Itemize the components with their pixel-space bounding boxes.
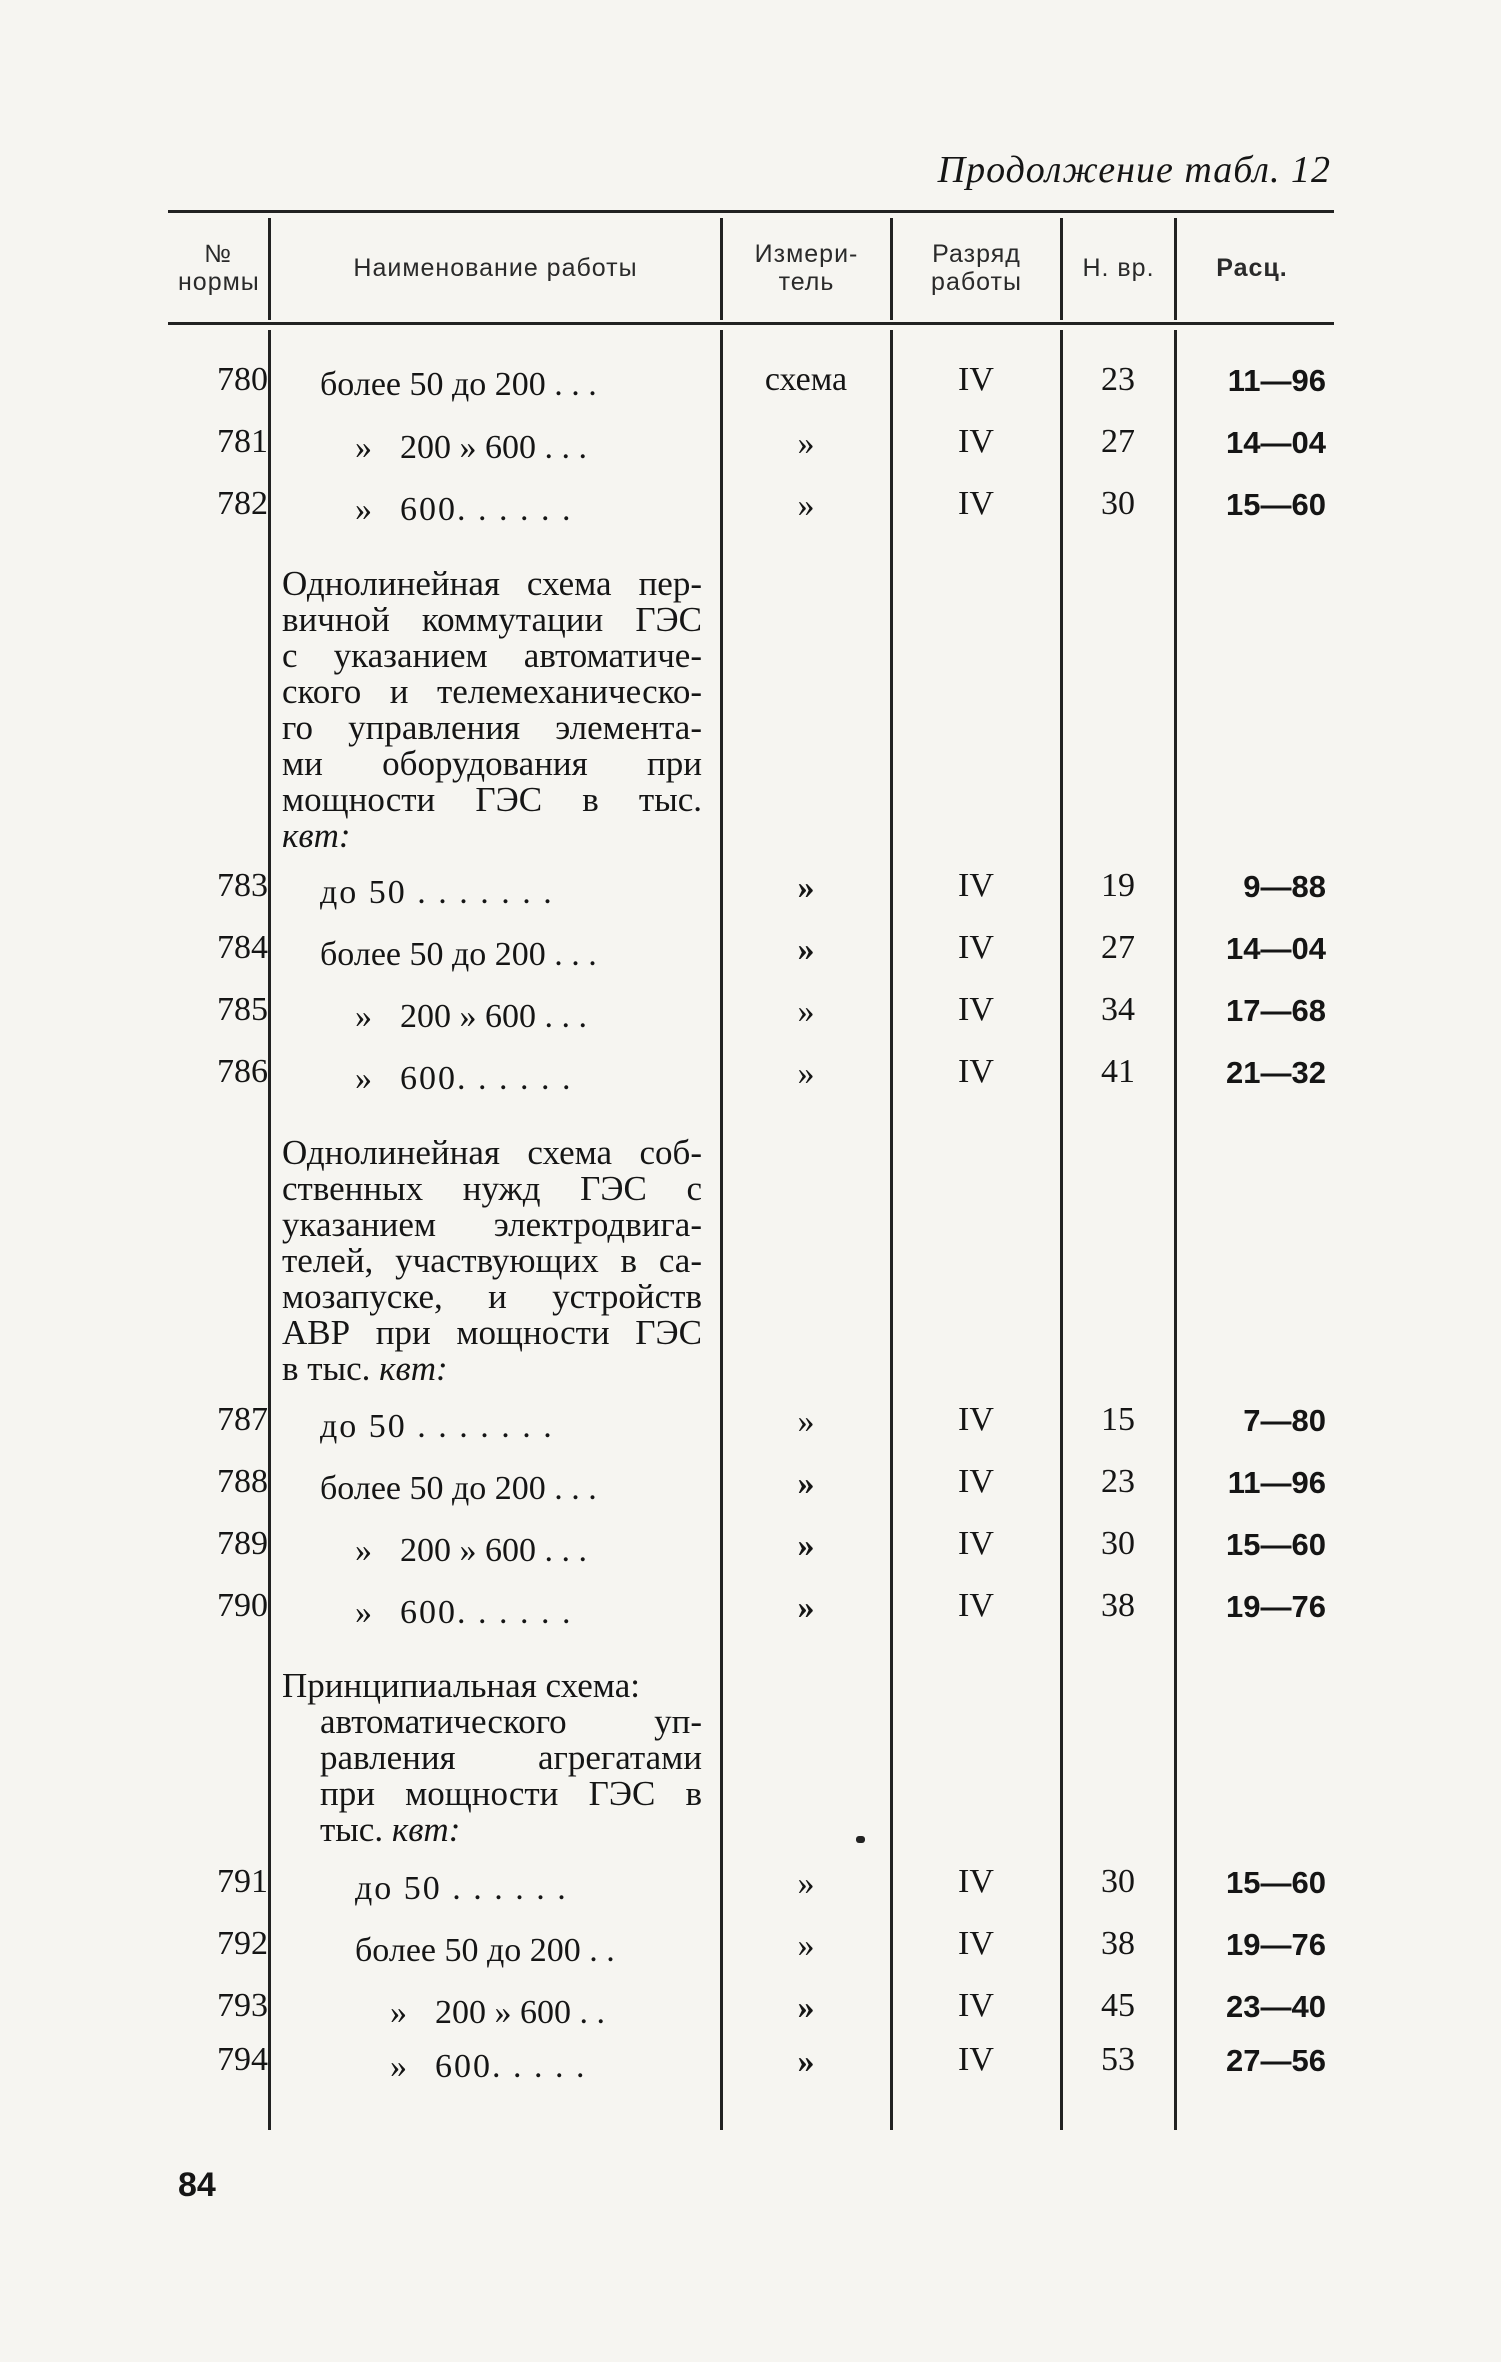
rate-value: 15—60	[1226, 1865, 1326, 1900]
rank-value: IV	[958, 361, 994, 398]
hours-value: 30	[1101, 1525, 1135, 1562]
hours-value: 41	[1101, 1053, 1135, 1090]
rank-value: IV	[958, 991, 994, 1028]
hours-value: 38	[1101, 1925, 1135, 1962]
header-num-label: № нормы	[178, 240, 260, 296]
column-rule	[890, 330, 893, 2130]
rate-value: 14—04	[1226, 931, 1326, 966]
header-rate-label: Расц.	[1216, 254, 1288, 282]
paragraph-line: мощности ГЭС в тыс.	[282, 780, 702, 819]
header-rate	[1177, 212, 1327, 324]
ditto-mark: »	[390, 2048, 407, 2085]
section-heading-auxiliary-needs	[282, 1135, 702, 1387]
header-rank-label: Разряд работы	[931, 240, 1022, 296]
work-text: более 50 до 200 . .	[355, 1932, 615, 1969]
work-description	[355, 1869, 568, 1909]
norm-number: 787	[217, 1401, 268, 1438]
rank-value: IV	[958, 1987, 994, 2024]
unit-word: квт:	[379, 1349, 448, 1388]
paragraph-line	[282, 1812, 702, 1848]
paragraph-line: с указанием автоматиче-	[282, 636, 702, 675]
work-description	[355, 490, 573, 530]
rate-value: 15—60	[1226, 487, 1326, 522]
hours-value: 15	[1101, 1401, 1135, 1438]
header-name	[271, 212, 720, 324]
work-description	[320, 1407, 554, 1447]
norm-number: 781	[217, 423, 268, 460]
hours-value: 23	[1101, 1463, 1135, 1500]
header-unit	[723, 212, 890, 324]
header-hours-label: Н. вр.	[1082, 254, 1155, 282]
norm-number: 782	[217, 485, 268, 522]
norm-number: 789	[217, 1525, 268, 1562]
paragraph-line	[282, 818, 702, 854]
column-rule	[1060, 330, 1063, 2130]
rank-value: IV	[958, 485, 994, 522]
work-description	[390, 2047, 587, 2087]
hours-value: 27	[1101, 929, 1135, 966]
unit-value: »	[797, 993, 815, 1030]
rank-value: IV	[958, 1587, 994, 1624]
table-caption: Продолжение табл. 12	[937, 149, 1331, 191]
page-number: 84	[178, 2166, 216, 2204]
rank-value: IV	[958, 1401, 994, 1438]
unit-value: »	[797, 1927, 815, 1964]
hours-value: 38	[1101, 1587, 1135, 1624]
work-text: до 50 . . . . . . .	[320, 874, 554, 911]
hours-value: 53	[1101, 2041, 1135, 2078]
paragraph-line: указанием электродвига-	[282, 1205, 702, 1244]
hours-value: 27	[1101, 423, 1135, 460]
rank-value: IV	[958, 1925, 994, 1962]
header-name-label: Наименование работы	[353, 254, 638, 282]
paragraph-text: в тыс.	[282, 1349, 371, 1388]
work-description	[355, 997, 587, 1037]
paragraph-line: равления агрегатами	[320, 1738, 702, 1777]
hours-value: 19	[1101, 867, 1135, 904]
work-text: 600. . . . .	[435, 2048, 587, 2085]
work-text: 200 » 600 . . .	[400, 429, 587, 466]
ditto-mark: »	[355, 1060, 372, 1097]
paragraph-line: го управления элемента-	[282, 708, 702, 747]
unit-value: »	[797, 1465, 815, 1502]
norm-number: 783	[217, 867, 268, 904]
ditto-mark: »	[355, 429, 372, 466]
rank-value: IV	[958, 929, 994, 966]
work-text: 600. . . . . .	[400, 1594, 573, 1631]
ditto-mark: »	[355, 998, 372, 1035]
unit-value: схема	[764, 361, 848, 398]
paragraph-line: телей, участвующих в са-	[282, 1241, 702, 1280]
unit-value: »	[797, 1989, 815, 2026]
ditto-mark: »	[355, 491, 372, 528]
rank-value: IV	[958, 423, 994, 460]
rate-value: 19—76	[1226, 1589, 1326, 1624]
paragraph-line: вичной коммутации ГЭС	[282, 600, 702, 639]
rate-value: 7—80	[1243, 1403, 1326, 1438]
ditto-mark: »	[355, 1532, 372, 1569]
work-text: 200 » 600 . .	[435, 1994, 605, 2031]
paragraph-line: АВР при мощности ГЭС	[282, 1313, 702, 1352]
norm-number: 791	[217, 1863, 268, 1900]
work-text: более 50 до 200 . . .	[320, 936, 597, 973]
hours-value: 45	[1101, 1987, 1135, 2024]
unit-value: »	[797, 931, 815, 968]
paragraph-line: автоматического уп-	[320, 1702, 702, 1741]
rate-value: 23—40	[1226, 1989, 1326, 2024]
norm-number: 790	[217, 1587, 268, 1624]
hours-value: 30	[1101, 1863, 1135, 1900]
ditto-mark: »	[390, 1994, 407, 2031]
unit-value: »	[797, 425, 815, 462]
work-description	[320, 935, 597, 975]
paragraph-line: мозапуске, и устройств	[282, 1277, 702, 1316]
work-text: 200 » 600 . . .	[400, 998, 587, 1035]
work-text: более 50 до 200 . . .	[320, 366, 597, 403]
rank-value: IV	[958, 1463, 994, 1500]
unit-value: »	[797, 869, 815, 906]
unit-word: квт:	[391, 1810, 461, 1849]
header-rank	[893, 212, 1060, 324]
rank-value: IV	[958, 2041, 994, 2078]
norm-number: 780	[217, 361, 268, 398]
paragraph-line: ского и телемеханическо-	[282, 672, 702, 711]
rank-value: IV	[958, 1053, 994, 1090]
header-unit-label: Измери- тель	[754, 240, 859, 296]
work-text: до 50 . . . . . . .	[320, 1408, 554, 1445]
work-description	[355, 428, 587, 468]
column-rule	[1174, 330, 1177, 2130]
paragraph-text: тыс.	[320, 1810, 384, 1849]
norm-number: 792	[217, 1925, 268, 1962]
ditto-mark: »	[355, 1594, 372, 1631]
rate-value: 15—60	[1226, 1527, 1326, 1562]
work-description	[355, 1593, 573, 1633]
column-rule	[720, 330, 723, 2130]
rate-value: 11—96	[1227, 1465, 1326, 1500]
paragraph-line	[282, 1351, 702, 1387]
work-description	[355, 1059, 573, 1099]
norm-number: 785	[217, 991, 268, 1028]
paragraph-line: при мощности ГЭС в	[320, 1774, 702, 1813]
unit-value: »	[797, 1865, 815, 1902]
work-description	[355, 1531, 587, 1571]
work-text: 600. . . . . .	[400, 491, 573, 528]
unit-value: »	[797, 487, 815, 524]
rank-value: IV	[958, 867, 994, 904]
rank-value: IV	[958, 1525, 994, 1562]
header-hours	[1063, 212, 1174, 324]
rate-value: 14—04	[1226, 425, 1326, 460]
hours-value: 34	[1101, 991, 1135, 1028]
work-text: более 50 до 200 . . .	[320, 1470, 597, 1507]
rate-value: 9—88	[1243, 869, 1326, 904]
section-heading-schematic	[282, 1668, 702, 1848]
rate-value: 27—56	[1226, 2043, 1326, 2078]
norm-number: 788	[217, 1463, 268, 1500]
rank-value: IV	[958, 1863, 994, 1900]
work-text: до 50 . . . . . .	[355, 1870, 568, 1907]
column-rule	[268, 330, 271, 2130]
norm-number: 786	[217, 1053, 268, 1090]
rate-value: 19—76	[1226, 1927, 1326, 1962]
section-heading-primary-switching	[282, 566, 702, 854]
work-text: 200 » 600 . . .	[400, 1532, 587, 1569]
work-description	[320, 1469, 597, 1509]
paragraph-line: ственных нужд ГЭС с	[282, 1169, 702, 1208]
paragraph-line: Принципиальная схема:	[282, 1666, 640, 1705]
unit-value: »	[797, 1589, 815, 1626]
rate-value: 11—96	[1227, 363, 1326, 398]
unit-value: »	[797, 1055, 815, 1092]
print-speck	[856, 1836, 865, 1843]
work-description	[320, 873, 554, 913]
paragraph-line: Однолинейная схема пер-	[282, 564, 702, 603]
paragraph-line: ми оборудования при	[282, 744, 702, 783]
hours-value: 23	[1101, 361, 1135, 398]
unit-value: »	[797, 2043, 815, 2080]
work-description	[355, 1931, 615, 1971]
paragraph-line: Однолинейная схема соб-	[282, 1133, 702, 1172]
work-text: 600. . . . . .	[400, 1060, 573, 1097]
header-num	[168, 212, 268, 324]
unit-value: »	[797, 1403, 815, 1440]
work-description	[320, 365, 597, 405]
unit-value: »	[797, 1527, 815, 1564]
rate-value: 21—32	[1226, 1055, 1326, 1090]
rate-value: 17—68	[1226, 993, 1326, 1028]
hours-value: 30	[1101, 485, 1135, 522]
norm-number: 794	[217, 2041, 268, 2078]
norm-number: 793	[217, 1987, 268, 2024]
unit-word: квт:	[282, 816, 351, 855]
norm-number: 784	[217, 929, 268, 966]
work-description	[390, 1993, 605, 2033]
